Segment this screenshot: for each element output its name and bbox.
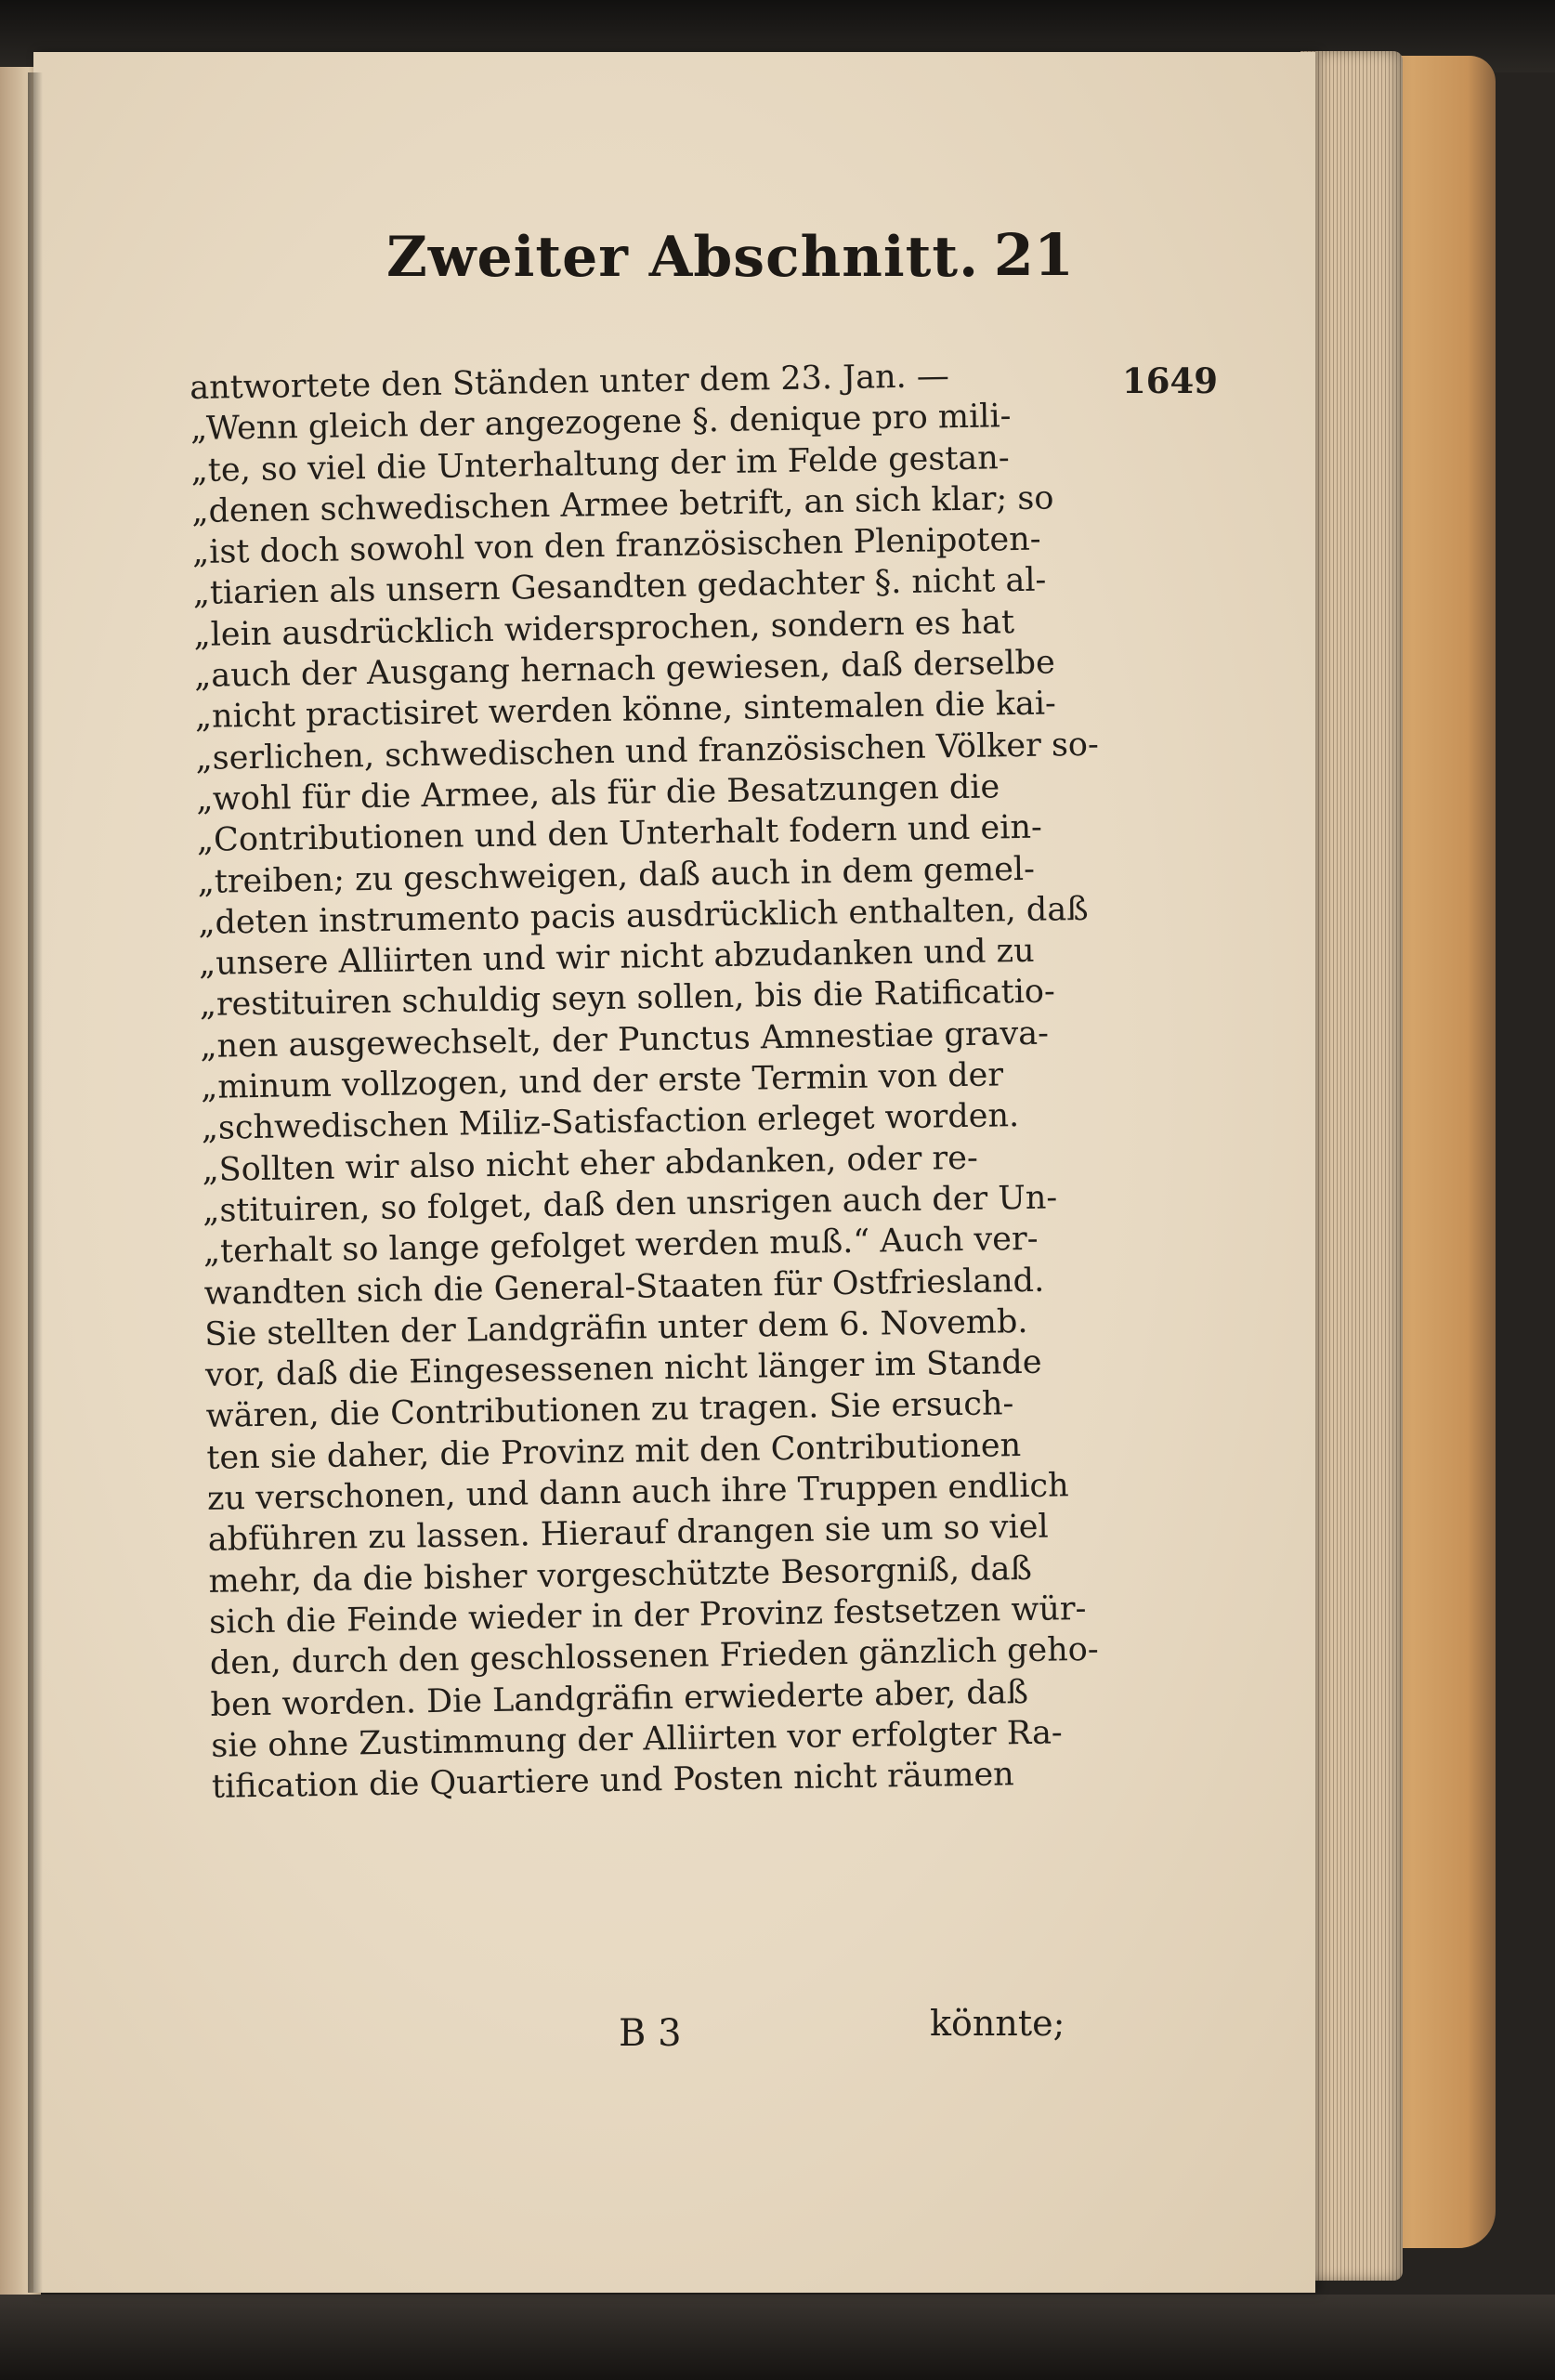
text-line: „nen ausgewechselt, der Punctus Amnestiae grava- [200, 1014, 1050, 1066]
text-line: „schwedischen Miliz-Satisfaction erleget worden. [201, 1097, 1020, 1148]
text-line: „Contributionen und den Unterhalt fodern und ein- [196, 808, 1043, 860]
text-line: „wohl für die Armee, als für die Besatzungen die [195, 768, 1000, 818]
text-line: wären, die Contributionen zu tragen. Sie ersuch- [205, 1385, 1014, 1436]
text-line: „treiben; zu geschweigen, daß auch in dem gemel- [197, 850, 1036, 901]
text-line: ten sie daher, die Provinz mit den Contributionen [206, 1426, 1022, 1477]
text-line: „restituiren schuldig seyn sollen, bis die Ratificatio- [199, 973, 1056, 1025]
text-line: „te, so viel die Unterhaltung der im Felde gestan- [190, 438, 1010, 490]
margin-year: 1649 [1122, 360, 1218, 401]
text-line: „denen schwedischen Armee betrift, an sich klar; so [191, 479, 1054, 530]
text-line: „unsere Alliirten und wir nicht abzudanken und zu [198, 932, 1035, 984]
book-page [33, 52, 1315, 2293]
text-line: „minum vollzogen, und der erste Termin von der [200, 1056, 1004, 1106]
text-line: „ist doch sowohl von den französischen Plenipoten- [191, 520, 1041, 572]
text-line: „serlichen, schwedischen und französischen Völker so- [195, 726, 1100, 778]
text-line: „nicht practisiret werden könne, sintemalen die kai- [194, 685, 1057, 737]
text-line: „tiarien als unsern Gesandten gedachter §. nicht al- [192, 562, 1047, 613]
text-line: ben worden. Die Landgräfin erwiederte aber, daß [210, 1673, 1029, 1724]
text-line: „Sollten wir also nicht eher abdanken, oder re- [202, 1139, 979, 1189]
text-line: abführen zu lassen. Hierauf drangen sie um so viel [207, 1508, 1049, 1560]
text-line: „deten instrumento pacis ausdrücklich enthalten, daß [198, 890, 1089, 942]
text-line: antwortete den Ständen unter dem 23. Jan. — [189, 358, 950, 407]
text-line: „auch der Ausgang hernach gewiesen, daß derselbe [193, 644, 1056, 696]
catchword: könnte; [930, 2003, 1065, 2044]
text-line: „Wenn gleich der angezogene §. denique pro mili- [189, 398, 1012, 449]
page-stack-edges [1300, 51, 1403, 2281]
page-header [386, 216, 1074, 318]
text-line: Sie stellten der Landgräfin unter dem 6. Novemb. [204, 1302, 1028, 1353]
text-line: zu verschonen, und dann auch ihre Truppen endlich [206, 1467, 1069, 1518]
gutter-shadow [28, 72, 43, 2293]
dark-background-bottom [0, 2295, 1555, 2380]
running-head: Zweiter Abschnitt. [386, 225, 979, 290]
text-line: „stituiren, so folget, daß den unsrigen auch der Un- [202, 1179, 1058, 1230]
text-line: „lein ausdrücklich widersprochen, sondern es hat [193, 603, 1015, 654]
text-line: wandten sich die General-Staaten für Ostfriesland. [203, 1262, 1045, 1313]
text-line: mehr, da die bisher vorgeschützte Besorgniß, daß [208, 1550, 1033, 1601]
text-line: tification die Quartiere und Posten nicht räumen [211, 1756, 1014, 1806]
text-line: den, durch den geschlossenen Frieden gänzlich geho- [209, 1631, 1099, 1683]
text-line: sich die Feinde wieder in der Provinz festsetzen wür- [208, 1589, 1087, 1641]
body-text [189, 353, 1159, 1808]
text-line: sie ohne Zustimmung der Alliirten vor erfolgter Ra- [210, 1714, 1064, 1765]
page-number: 21 [993, 221, 1074, 289]
signature-mark: B 3 [619, 2012, 682, 2055]
text-line: „terhalt so lange gefolget werden muß.“ Auch ver- [203, 1221, 1039, 1272]
text-line: vor, daß die Eingesessenen nicht länger im Stande [204, 1343, 1042, 1394]
